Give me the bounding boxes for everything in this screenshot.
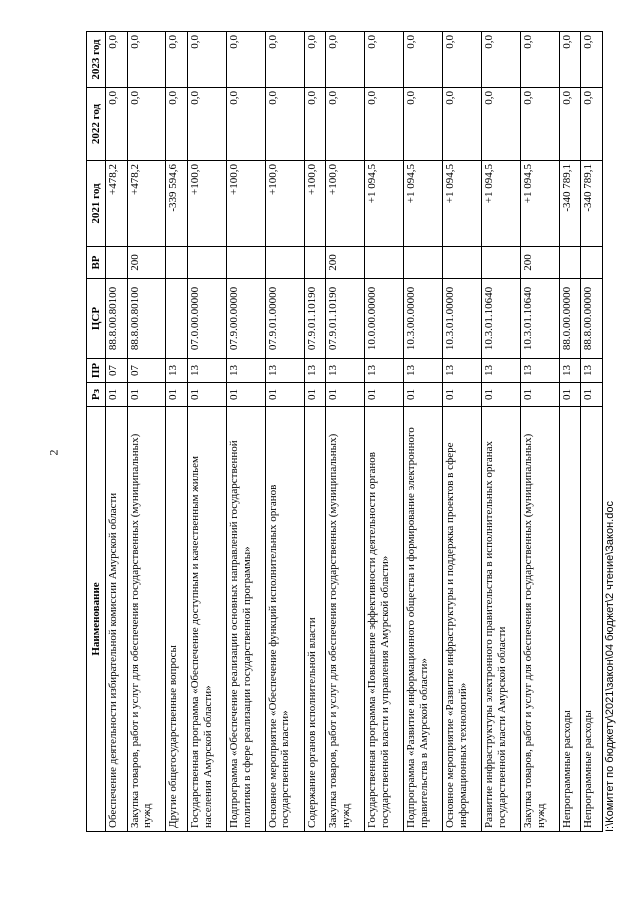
cell-name: Непрограммные расходы [559,407,581,832]
table-row [166,32,188,832]
cell-csr: 88.0.00.00000 [559,279,581,359]
cell-y2021: -339 594,6 [166,161,188,247]
cell-vr [443,247,482,279]
cell-y2023: 0,0 [581,32,603,88]
cell-name: Государственная программа «Повышение эффективности деятельности органов государственной власти и управления Амурской области» [365,407,404,832]
col-header-2021: 2021 год [87,161,106,247]
cell-rz: 01 [127,383,166,407]
cell-y2021: +1 094,5 [520,161,559,247]
cell-y2022: 0,0 [226,88,265,161]
cell-name: Другие общегосударственные вопросы [166,407,188,832]
table-row [520,32,559,832]
cell-rz: 01 [404,383,443,407]
col-header-2023: 2023 год [87,32,106,88]
cell-csr: 07.9.01.10190 [304,279,326,359]
cell-y2023: 0,0 [404,32,443,88]
cell-rz: 01 [106,383,128,407]
cell-rz: 01 [304,383,326,407]
cell-name: Подпрограмма «Обеспечение реализации основных направлений государственной политики в сфере реализации государственной программы» [226,407,265,832]
cell-name: Основное мероприятие «Обеспечение функций исполнительных органов государственной власти» [265,407,304,832]
cell-pr: 07 [127,359,166,383]
cell-y2023: 0,0 [226,32,265,88]
cell-y2021: +100,0 [326,161,365,247]
file-path-footer: I:\Комитет по бюджету\2021\закон\04 бюджет\2 чтение\Закон.doc [604,501,616,832]
cell-y2021: +1 094,5 [443,161,482,247]
cell-csr: 07.9.01.10190 [326,279,365,359]
cell-y2021: +1 094,5 [404,161,443,247]
cell-y2022: 0,0 [106,88,128,161]
cell-pr: 13 [481,359,520,383]
table-row [559,32,581,832]
cell-y2022: 0,0 [443,88,482,161]
cell-y2023: 0,0 [443,32,482,88]
cell-pr: 13 [226,359,265,383]
col-header-pr: ПР [87,359,106,383]
table-row [187,32,226,832]
table-row [481,32,520,832]
col-header-2022: 2022 год [87,88,106,161]
table-row [127,32,166,832]
cell-vr [226,247,265,279]
cell-name: Государственная программа «Обеспечение доступным и качественным жильем населения Амурской области» [187,407,226,832]
cell-csr: 07.9.00.00000 [226,279,265,359]
cell-csr: 10.3.01.10640 [481,279,520,359]
table-row [304,32,326,832]
cell-name: Закупка товаров, работ и услуг для обеспечения государственных (муниципальных) нужд [520,407,559,832]
cell-y2023: 0,0 [166,32,188,88]
cell-rz: 01 [443,383,482,407]
cell-y2023: 0,0 [127,32,166,88]
table-row [265,32,304,832]
cell-y2022: 0,0 [365,88,404,161]
cell-rz: 01 [187,383,226,407]
cell-y2021: +100,0 [265,161,304,247]
table-header-row [87,32,106,832]
cell-csr: 88.8.00.80100 [127,279,166,359]
cell-y2023: 0,0 [481,32,520,88]
table-row [106,32,128,832]
table-row [581,32,603,832]
cell-pr: 13 [581,359,603,383]
cell-rz: 01 [581,383,603,407]
cell-name: Непрограммные расходы [581,407,603,832]
cell-csr: 88.8.00.00000 [581,279,603,359]
cell-csr: 07.9.01.00000 [265,279,304,359]
budget-table [86,31,603,832]
cell-pr: 13 [365,359,404,383]
table-row [226,32,265,832]
cell-y2021: +478,2 [106,161,128,247]
cell-y2022: 0,0 [127,88,166,161]
col-header-rz: Рз [87,383,106,407]
cell-vr: 200 [127,247,166,279]
cell-y2022: 0,0 [581,88,603,161]
cell-y2022: 0,0 [326,88,365,161]
cell-vr [187,247,226,279]
cell-pr: 13 [404,359,443,383]
cell-vr [265,247,304,279]
table-row [443,32,482,832]
cell-y2023: 0,0 [187,32,226,88]
col-header-name: Наименование [87,407,106,832]
cell-csr: 10.0.00.00000 [365,279,404,359]
cell-pr: 13 [265,359,304,383]
cell-rz: 01 [559,383,581,407]
cell-y2023: 0,0 [365,32,404,88]
cell-pr: 13 [326,359,365,383]
cell-vr [404,247,443,279]
cell-rz: 01 [166,383,188,407]
cell-y2023: 0,0 [326,32,365,88]
cell-rz: 01 [226,383,265,407]
cell-y2023: 0,0 [106,32,128,88]
cell-y2023: 0,0 [304,32,326,88]
cell-pr: 07 [106,359,128,383]
cell-vr: 200 [326,247,365,279]
cell-y2022: 0,0 [481,88,520,161]
cell-name: Развитие инфраструктуры электронного правительства в исполнительных органах государственной власти Амурской области [481,407,520,832]
cell-y2021: +100,0 [187,161,226,247]
cell-csr: 10.3.01.10640 [520,279,559,359]
table-row [365,32,404,832]
col-header-vr: ВР [87,247,106,279]
cell-vr [559,247,581,279]
cell-y2021: +478,2 [127,161,166,247]
cell-pr: 13 [520,359,559,383]
cell-y2021: +100,0 [304,161,326,247]
cell-y2022: 0,0 [520,88,559,161]
cell-vr [581,247,603,279]
cell-y2021: -340 789,1 [559,161,581,247]
cell-y2021: +100,0 [226,161,265,247]
cell-vr [106,247,128,279]
cell-pr: 13 [559,359,581,383]
cell-y2021: -340 789,1 [581,161,603,247]
cell-vr [304,247,326,279]
cell-y2022: 0,0 [304,88,326,161]
cell-y2022: 0,0 [404,88,443,161]
cell-rz: 01 [365,383,404,407]
cell-y2021: +1 094,5 [481,161,520,247]
cell-vr [481,247,520,279]
cell-csr [166,279,188,359]
cell-csr: 10.3.00.00000 [404,279,443,359]
cell-pr: 13 [443,359,482,383]
col-header-csr: ЦСР [87,279,106,359]
table-row [404,32,443,832]
page-number: 2 [46,449,61,456]
table-row [326,32,365,832]
cell-y2021: +1 094,5 [365,161,404,247]
cell-vr [166,247,188,279]
cell-y2023: 0,0 [520,32,559,88]
cell-vr: 200 [520,247,559,279]
cell-y2023: 0,0 [265,32,304,88]
cell-name: Закупка товаров, работ и услуг для обеспечения государственных (муниципальных) нужд [127,407,166,832]
cell-y2022: 0,0 [265,88,304,161]
cell-pr: 13 [304,359,326,383]
cell-y2022: 0,0 [559,88,581,161]
cell-csr: 10.3.01.00000 [443,279,482,359]
cell-csr: 07.0.00.00000 [187,279,226,359]
cell-vr [365,247,404,279]
cell-y2022: 0,0 [166,88,188,161]
cell-y2022: 0,0 [187,88,226,161]
cell-name: Обеспечение деятельности избирательной комиссии Амурской области [106,407,128,832]
cell-csr: 88.8.00.80100 [106,279,128,359]
cell-name: Закупка товаров, работ и услуг для обеспечения государственных (муниципальных) нужд [326,407,365,832]
cell-pr: 13 [187,359,226,383]
cell-name: Содержание органов исполнительной власти [304,407,326,832]
cell-name: Основное мероприятие «Развитие инфраструктуры и поддержка проектов в сфере информационных технологий» [443,407,482,832]
cell-rz: 01 [326,383,365,407]
cell-rz: 01 [481,383,520,407]
cell-pr: 13 [166,359,188,383]
cell-rz: 01 [520,383,559,407]
cell-rz: 01 [265,383,304,407]
cell-y2023: 0,0 [559,32,581,88]
cell-name: Подпрограмма «Развитие информационного общества и формирование электронного правительства в Амурской области» [404,407,443,832]
